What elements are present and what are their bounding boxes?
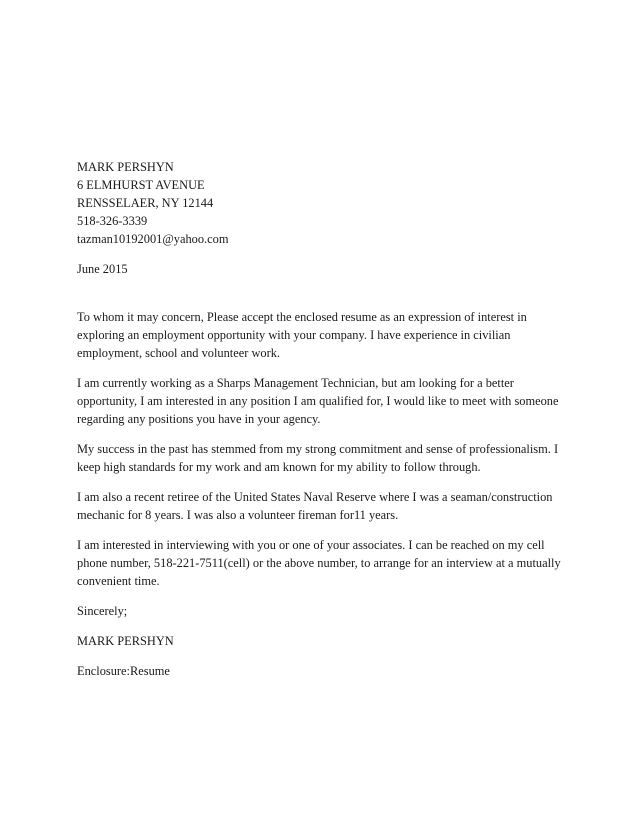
paragraph-line: phone number, 518-221-7511(cell) or the above number, to arrange for an interview at a mutually <box>77 556 561 570</box>
sender-phone: 518-326-3339 <box>77 214 148 228</box>
body-paragraph-5 <box>77 536 567 590</box>
paragraph-line: To whom it may concern, Please accept the enclosed resume as an expression of interest in <box>77 310 527 324</box>
sender-name: MARK PERSHYN <box>77 160 174 174</box>
paragraph-line: keep high standards for my work and am known for my ability to follow through. <box>77 460 481 474</box>
closing: Sincerely; <box>77 604 128 618</box>
paragraph-line: opportunity, I am interested in any position I am qualified for, I would like to meet with someone <box>77 394 559 408</box>
letter-date: June 2015 <box>77 262 128 276</box>
closing-block <box>77 602 567 620</box>
paragraph-line: employment, school and volunteer work. <box>77 346 281 360</box>
paragraph-line: I am also a recent retiree of the United States Naval Reserve where I was a seaman/construction <box>77 490 553 504</box>
sender-city: RENSSELAER, NY 12144 <box>77 196 214 210</box>
sender-address-block <box>77 158 567 248</box>
enclosure-note: Enclosure:Resume <box>77 664 170 678</box>
body-paragraph-3 <box>77 440 567 476</box>
paragraph-line: My success in the past has stemmed from my strong commitment and sense of professionalism. I <box>77 442 559 456</box>
letter-date-block <box>77 260 567 278</box>
body-paragraph-4 <box>77 488 567 524</box>
sender-email: tazman10192001@yahoo.com <box>77 232 229 246</box>
letter-page <box>77 158 567 680</box>
paragraph-line: mechanic for 8 years. I was also a volunteer fireman for11 years. <box>77 508 399 522</box>
signature-block <box>77 632 567 650</box>
body-paragraph-1 <box>77 308 567 362</box>
signature-name: MARK PERSHYN <box>77 634 174 648</box>
paragraph-line: exploring an employment opportunity with your company. I have experience in civilian <box>77 328 511 342</box>
sender-street: 6 ELMHURST AVENUE <box>77 178 205 192</box>
enclosure-block <box>77 662 567 680</box>
body-paragraph-2 <box>77 374 567 428</box>
paragraph-line: regarding any positions you have in your agency. <box>77 412 321 426</box>
paragraph-line: I am currently working as a Sharps Management Technician, but am looking for a better <box>77 376 514 390</box>
paragraph-line: convenient time. <box>77 574 160 588</box>
paragraph-line: I am interested in interviewing with you or one of your associates. I can be reached on my cell <box>77 538 545 552</box>
